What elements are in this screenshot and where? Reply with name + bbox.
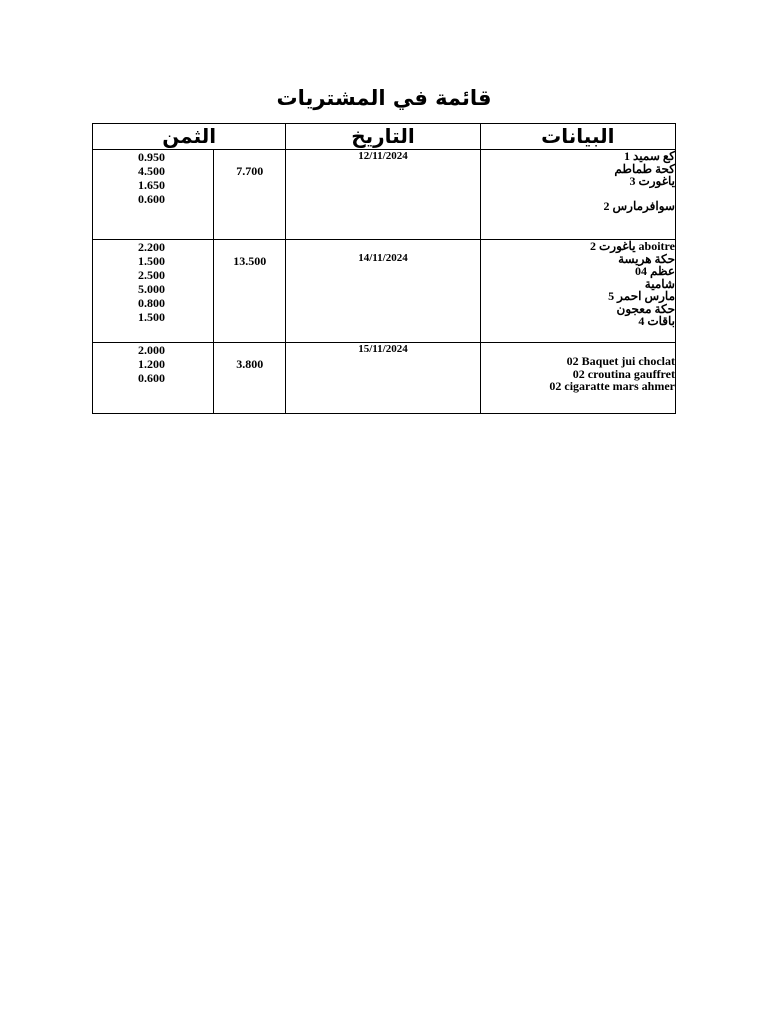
date-cell: [286, 343, 480, 414]
price-value: 0.800: [138, 296, 165, 310]
purchase-date: 12/11/2024: [358, 150, 408, 162]
header-price: الثمن: [93, 124, 286, 150]
total-cell: [214, 150, 286, 240]
item-spacer: [481, 188, 675, 200]
price-total: 7.700: [236, 164, 264, 178]
price-value: 0.600: [138, 192, 165, 206]
price-list-cell: [93, 240, 214, 343]
table-header-row: [93, 124, 676, 150]
price-value: 4.500: [138, 164, 165, 178]
items-cell: [480, 150, 675, 240]
price-value: 0.600: [138, 371, 165, 385]
total-cell: [214, 343, 286, 414]
price-value: 1.650: [138, 178, 165, 192]
item-line: كحة طماطم: [614, 161, 675, 176]
price-value: 1.500: [138, 310, 165, 324]
items-cell: [480, 240, 675, 343]
purchases-table: [92, 123, 676, 414]
date-cell: [286, 240, 480, 343]
price-total: 13.500: [233, 254, 267, 268]
price-value: 5.000: [138, 282, 165, 296]
purchase-date: 15/11/2024: [358, 343, 408, 355]
page-title: قائمة في المشتريات: [276, 86, 492, 110]
date-cell: [286, 150, 480, 240]
item-line: شامية: [644, 276, 675, 291]
item-line: abоitre ياغورت 2: [589, 239, 675, 253]
price-list-cell: [93, 150, 214, 240]
item-line: حكة هريسة: [618, 251, 675, 266]
table-row: [93, 240, 676, 343]
items-cell: [480, 343, 675, 414]
price-total: 3.800: [236, 357, 264, 371]
item-line: سوافرمارس 2: [603, 198, 675, 213]
price-value: 2.200: [138, 240, 165, 254]
table-row: [93, 343, 676, 414]
price-value: 2.500: [138, 268, 165, 282]
table-row: [93, 150, 676, 240]
price-value: 0.950: [138, 150, 165, 164]
item-line: 02 Baquet jui choclat: [566, 354, 675, 368]
item-line: مارس احمر 5: [608, 289, 675, 303]
price-list-cell: [93, 343, 214, 414]
item-line: حكة معجون: [616, 301, 675, 316]
item-line: 02 croutina gauffret: [572, 366, 675, 381]
price-value: 1.500: [138, 254, 165, 268]
header-items: البيانات: [480, 124, 675, 150]
price-value: 2.000: [138, 343, 165, 357]
price-value: 1.200: [138, 357, 165, 371]
item-line: 02 cigaratte mars ahmer: [549, 379, 675, 393]
item-line: عظم 04: [635, 264, 675, 278]
total-cell: [214, 240, 286, 343]
item-line: ياغورت 3: [629, 174, 675, 188]
header-date: التاريخ: [286, 124, 480, 150]
item-line: كع سميد 1: [623, 149, 675, 163]
purchase-date: 14/11/2024: [358, 252, 408, 264]
item-line: باقات 4: [638, 314, 675, 328]
